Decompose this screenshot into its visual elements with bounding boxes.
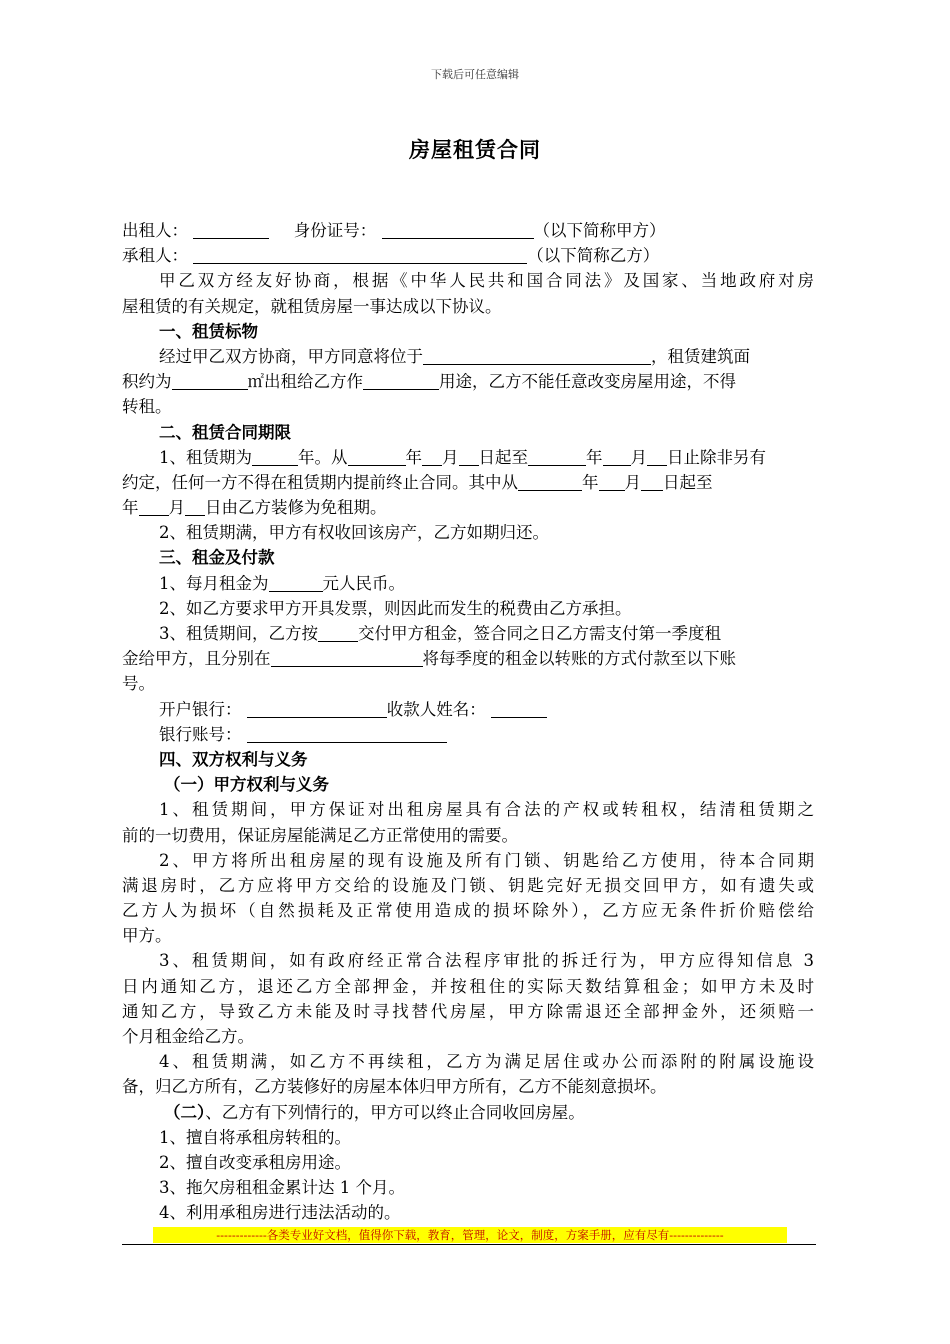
lessee-label: 承租人：: [122, 246, 188, 266]
s2-text: 日由乙方装修为免租期。: [205, 498, 387, 518]
s4-p2-line-1: 2、甲方将所出租房屋的现有设施及所有门锁、钥匙给乙方使用，待本合同期: [159, 850, 814, 870]
s2-line-3: [122, 495, 814, 520]
bank-line: [122, 697, 814, 722]
s2-text: 月: [624, 472, 641, 492]
footer-banner: -------------各类专业好文档，值得你下载，教育，管理，论文，制度，方案手册，应有尽有--------------: [153, 1227, 787, 1243]
s3-item-3-line-3: 号。: [122, 674, 155, 694]
s2-line-1: [122, 445, 814, 470]
term-years-blank[interactable]: [252, 447, 298, 466]
list-item: 1、擅自将承租房转租的。: [159, 1127, 351, 1147]
lessee-name-blank[interactable]: [193, 245, 527, 264]
s4-p3-line-3: 通知乙方，导致乙方未能及时寻找替代房屋，甲方除需退还全部押金外，还须赔一: [122, 1001, 814, 1021]
s1-text: 积约为: [122, 372, 172, 392]
section-1-heading: 一、租赁标物: [159, 321, 258, 341]
s4-p3-line-1: 3、租赁期间，如有政府经正常合法程序审批的拆迁行为，甲方应得知信息 3: [159, 951, 814, 971]
s1-line-2: [122, 369, 814, 394]
header-note: 下载后可任意编辑: [431, 68, 519, 81]
s2-text: 日起至: [478, 447, 528, 467]
s2-text: 年: [405, 447, 422, 467]
account-label: 银行账号：: [159, 724, 242, 744]
subsection-1-heading: （一）甲方权利与义务: [164, 775, 329, 795]
s4-p2-line-3: 乙方人为损坏（自然损耗及正常使用造成的损坏除外），乙方应无条件折价赔偿给: [122, 901, 814, 921]
lessor-id-label: 身份证号：: [293, 221, 377, 240]
usage-blank[interactable]: [363, 371, 439, 390]
monthly-rent-blank[interactable]: [269, 573, 323, 592]
s2-text: 日止除非另有: [667, 447, 766, 467]
footer-divider: [122, 1244, 816, 1245]
subsection-2-marker: （二）: [164, 1102, 206, 1122]
intro-line-1: 甲乙双方经友好协商，根据《中华人民共和国合同法》及国家、当地政府对房: [159, 271, 814, 291]
s1-text: 经过甲乙双方协商，甲方同意将位于: [159, 346, 423, 366]
s2-text: 年: [582, 472, 599, 492]
s3-text: 将每季度的租金以转账的方式付款至以下账: [422, 649, 736, 669]
section-4-heading: 四、双方权利与义务: [159, 749, 308, 769]
s3-item-3-line-2: [122, 646, 814, 671]
lessor-label: 出租人：: [122, 221, 188, 240]
lessor-suffix: （以下简称甲方）: [533, 221, 666, 240]
s1-text: 用途，乙方不能任意改变房屋用途，不得: [439, 372, 736, 392]
s2-text: 年: [122, 498, 139, 518]
start-year-blank[interactable]: [348, 447, 406, 466]
bank-blank[interactable]: [247, 699, 387, 718]
s4-p1-line-1: 1、租赁期间，甲方保证对出租房屋具有合法的产权或转租权，结清租赁期之: [159, 800, 814, 820]
s3-text: 交付甲方租金，签合同之日乙方需支付第一季度租: [358, 624, 721, 643]
list-item: 3、拖欠房租租金累计达 1 个月。: [159, 1178, 405, 1198]
section-3-heading: 三、租金及付款: [159, 548, 275, 568]
s3-text: 金给甲方，且分别在: [122, 649, 271, 669]
area-blank[interactable]: [172, 371, 248, 390]
s2-text: 日起至: [663, 472, 713, 492]
s2-text: 月: [630, 447, 647, 467]
payee-blank[interactable]: [491, 699, 547, 718]
start-day-blank[interactable]: [459, 447, 479, 466]
s3-text: 元人民币。: [322, 573, 405, 593]
start-month-blank[interactable]: [422, 447, 442, 466]
subsection-2-text: 、乙方有下列情行的，甲方可以终止合同收回房屋。: [205, 1102, 585, 1122]
lessor-name-blank[interactable]: [193, 220, 269, 239]
location-blank[interactable]: [423, 346, 651, 365]
list-item: 4、利用承租房进行违法活动的。: [159, 1203, 401, 1223]
s3-item-1: [122, 571, 814, 596]
s2-text: 年: [586, 447, 603, 467]
account-blank[interactable]: [247, 724, 447, 743]
s3-item-2: 2、如乙方要求甲方开具发票，则因此而发生的税费由乙方承担。: [159, 598, 632, 618]
lessee-suffix: （以下简称乙方）: [527, 246, 660, 266]
lessor-id-blank[interactable]: [382, 220, 534, 239]
bank-label: 开户银行：: [159, 699, 242, 719]
s2-item-2: 2、租赁期满，甲方有权收回该房产，乙方如期归还。: [159, 523, 549, 543]
s4-p2-line-4: 甲方。: [122, 926, 172, 946]
lessor-line: [122, 218, 814, 243]
s3-item-3: [122, 621, 814, 646]
s2-text: 1、租赁期为: [159, 447, 252, 467]
s4-p1-line-2: 前的一切费用，保证房屋能满足乙方正常使用的需要。: [122, 825, 518, 845]
s1-text: ，租赁建筑面: [651, 346, 750, 366]
s2-text: 月: [168, 498, 185, 518]
free-end-month-blank[interactable]: [139, 497, 169, 516]
free-start-day-blank[interactable]: [641, 472, 663, 491]
s1-line-3: 转租。: [122, 397, 172, 417]
s2-line-2: [122, 470, 814, 495]
payment-cycle-blank[interactable]: [318, 623, 358, 642]
s2-text: 月: [442, 447, 459, 467]
payment-date-blank[interactable]: [271, 648, 423, 667]
s3-text: 1、每月租金为: [159, 573, 269, 593]
s3-text: 3、租赁期间，乙方按: [159, 624, 318, 643]
end-month-blank[interactable]: [603, 447, 631, 466]
s2-text: 年。从: [298, 447, 348, 467]
end-year-blank[interactable]: [528, 447, 586, 466]
end-day-blank[interactable]: [647, 447, 667, 466]
account-line: [122, 722, 814, 747]
s1-text: ㎡出租给乙方作: [247, 372, 363, 392]
list-item: 2、擅自改变承租房用途。: [159, 1152, 351, 1172]
document-title: 房屋租赁合同: [409, 137, 541, 162]
payee-label: 收款人姓名：: [386, 699, 486, 719]
lessee-line: [122, 243, 814, 268]
free-start-month-blank[interactable]: [599, 472, 625, 491]
free-end-day-blank[interactable]: [185, 497, 205, 516]
contract-body: [122, 218, 814, 1226]
s2-text: 约定，任何一方不得在租赁期内提前终止合同。其中从: [122, 472, 518, 492]
s4-p3-line-4: 个月租金给乙方。: [122, 1027, 254, 1046]
free-start-year-blank[interactable]: [518, 472, 582, 491]
intro-line-2: 屋租赁的有关规定，就租赁房屋一事达成以下协议。: [122, 296, 502, 316]
s4-p4-line-1: 4、租赁期满，如乙方不再续租，乙方为满足居住或办公而添附的附属设施设: [159, 1052, 814, 1072]
subsection-2-heading: [122, 1100, 814, 1125]
s4-p2-line-2: 满退房时，乙方应将甲方交给的设施及门锁、钥匙完好无损交回甲方，如有遗失或: [122, 875, 814, 895]
s1-line-1: [122, 344, 814, 369]
s4-p3-line-2: 日内通知乙方，退还乙方全部押金，并按租住的实际天数结算租金；如甲方未及时: [122, 976, 814, 996]
section-2-heading: 二、租赁合同期限: [159, 422, 291, 442]
s4-p4-line-2: 备，归乙方所有，乙方装修好的房屋本体归甲方所有，乙方不能刻意损坏。: [122, 1077, 667, 1097]
